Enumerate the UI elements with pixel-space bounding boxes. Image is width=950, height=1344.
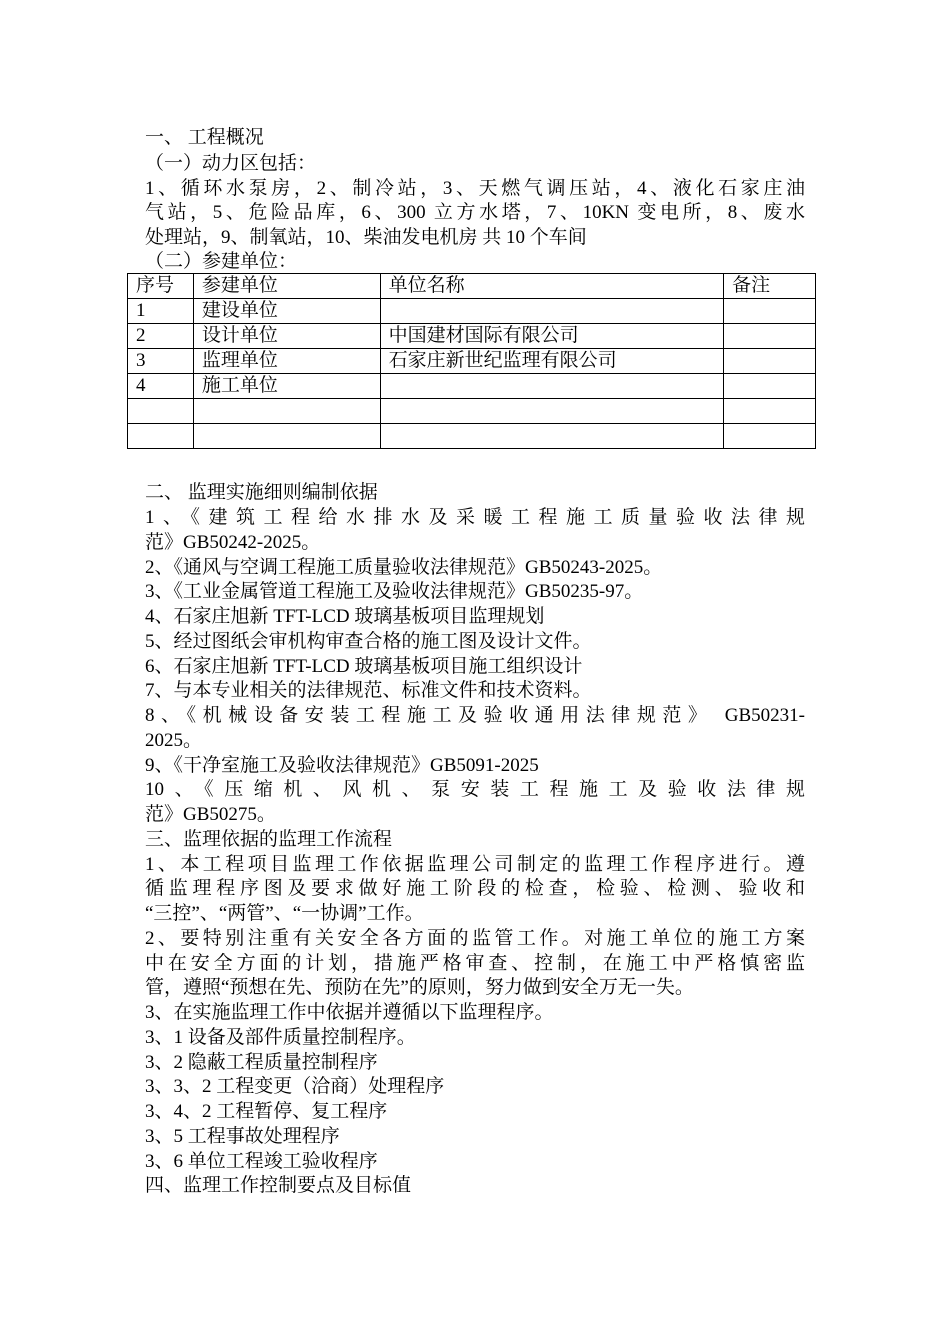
section2-line: 2、《通风与空调工程施工质量验收法律规范》GB50243-2025。	[145, 557, 663, 578]
section3-heading: 三、监理依据的监理工作流程	[145, 829, 393, 850]
table-cell: 4	[128, 374, 194, 399]
section2-line: 7、与本专业相关的法律规范、标准文件和技术资料。	[145, 680, 592, 701]
table-cell: 建设单位	[193, 299, 380, 324]
table-header-row	[128, 274, 816, 299]
table-row	[128, 424, 816, 449]
table-cell	[724, 424, 816, 449]
section3-line: 2、要特别注重有关安全各方面的监管工作。对施工单位的施工方案	[145, 928, 805, 949]
section3-line: 3、6 单位工程竣工验收程序	[145, 1151, 378, 1172]
table-row	[128, 374, 816, 399]
section1-para-line: 气站，5、危险品库，6、300 立方水塔，7、10KN 变电所，8、废水	[145, 202, 805, 223]
section3-line: 3、5 工程事故处理程序	[145, 1126, 340, 1147]
section2-line: 范》GB50242-2025。	[145, 532, 321, 553]
section2-line: 3、《工业金属管道工程施工及验收法律规范》GB50235-97。	[145, 581, 644, 602]
table-cell: 监理单位	[193, 349, 380, 374]
table-cell	[193, 399, 380, 424]
section1-sub2: （二）参建单位：	[145, 251, 298, 272]
table-cell: 石家庄新世纪监理有限公司	[380, 349, 723, 374]
table-cell: 3	[128, 349, 194, 374]
table-cell	[724, 299, 816, 324]
table-cell	[724, 399, 816, 424]
section3-line: 循监理程序图及要求做好施工阶段的检查，检验、检测、验收和	[145, 878, 805, 899]
section2-line: 6、石家庄旭新 TFT-LCD 玻璃基板项目施工组织设计	[145, 656, 583, 677]
section3-line: “三控”、“两管”、“一协调”工作。	[145, 903, 424, 924]
section3-line: 中在安全方面的计划，措施严格审查、控制，在施工中严格慎密监	[145, 953, 805, 974]
table-row	[128, 299, 816, 324]
table-cell	[380, 374, 723, 399]
table-row	[128, 349, 816, 374]
table-cell: 1	[128, 299, 194, 324]
section2-line: 5、经过图纸会审机构审查合格的施工图及设计文件。	[145, 631, 592, 652]
table-cell: 2	[128, 324, 194, 349]
table-row	[128, 399, 816, 424]
table-cell	[380, 424, 723, 449]
header-cell: 序号	[128, 274, 194, 299]
section2-line: 范》GB50275。	[145, 804, 276, 825]
table-cell: 中国建材国际有限公司	[380, 324, 723, 349]
section1-sub1: （一）动力区包括：	[145, 153, 317, 174]
section4-heading: 四、监理工作控制要点及目标值	[145, 1175, 412, 1196]
header-cell: 单位名称	[380, 274, 723, 299]
participants-table	[127, 273, 816, 449]
section3-line: 3、在实施监理工作中依据并遵循以下监理程序。	[145, 1002, 554, 1023]
section3-line: 3、1 设备及部件质量控制程序。	[145, 1027, 416, 1048]
section3-line: 3、4、2 工程暂停、复工程序	[145, 1101, 388, 1122]
table-cell	[724, 349, 816, 374]
section2-line: 10、《压缩机、风机、泵安装工程施工及验收法律规	[145, 779, 805, 800]
table-cell: 设计单位	[193, 324, 380, 349]
section2-line: 2025。	[145, 730, 203, 751]
table-cell	[193, 424, 380, 449]
section3-line: 3、3、2 工程变更（洽商）处理程序	[145, 1076, 445, 1097]
section3-line: 3、2 隐蔽工程质量控制程序	[145, 1052, 378, 1073]
section2-heading: 二、 监理实施细则编制依据	[145, 482, 378, 503]
table-cell	[724, 324, 816, 349]
table-cell	[128, 424, 194, 449]
section1-heading: 一、 工程概况	[145, 127, 264, 148]
section1-para-line: 1、循环水泵房，2、制冷站，3、天燃气调压站，4、液化石家庄油	[145, 178, 805, 199]
section2-line: 4、石家庄旭新 TFT-LCD 玻璃基板项目监理规划	[145, 606, 545, 627]
table-cell	[380, 399, 723, 424]
table-cell: 施工单位	[193, 374, 380, 399]
header-cell: 参建单位	[193, 274, 380, 299]
table-cell	[724, 374, 816, 399]
section2-line: 9、《干净室施工及验收法律规范》GB5091-2025	[145, 755, 539, 776]
section1-para-line: 处理站，9、制氧站，10、柴油发电机房 共 10 个车间	[145, 227, 587, 248]
table-row	[128, 324, 816, 349]
section3-line: 1、本工程项目监理工作依据监理公司制定的监理工作程序进行。遵	[145, 854, 805, 875]
section2-line: 1、《建筑工程给水排水及采暖工程施工质量验收法律规	[145, 507, 805, 528]
header-cell: 备注	[724, 274, 816, 299]
table-cell	[380, 299, 723, 324]
section2-line: 8、《机械设备安装工程施工及验收通用法律规范》 GB50231-	[145, 705, 805, 726]
table-cell	[128, 399, 194, 424]
section3-line: 管，遵照“预想在先、预防在先”的原则，努力做到安全万无一失。	[145, 977, 694, 998]
